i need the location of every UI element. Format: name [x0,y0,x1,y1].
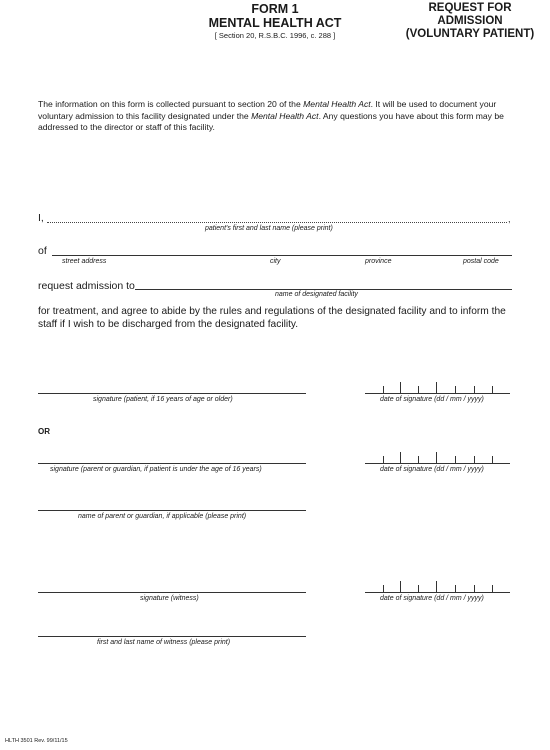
date-tick [492,386,493,393]
patient-date-caption: date of signature (dd / mm / yyyy) [380,396,484,403]
city-caption: city [270,258,281,265]
i-label: I, [38,212,44,224]
of-label: of [38,245,47,257]
patient-date-field[interactable] [365,393,510,394]
date-tick [400,581,401,592]
witness-name-caption: first and last name of witness (please print) [97,639,231,646]
guardian-signature-caption: signature (parent or guardian, if patient is under the age of 16 years) [50,466,262,473]
request-title-line2: (VOLUNTARY PATIENT) [405,28,535,40]
witness-signature-field[interactable] [38,592,306,593]
date-tick [418,386,419,393]
date-tick [383,585,384,592]
witness-date-field[interactable] [365,592,510,593]
date-tick [418,456,419,463]
intro-part3: . Any questions you have about this form may be addressed to the director or staff of this facility. [38,110,504,132]
date-tick [383,386,384,393]
request-title [395,2,545,41]
address-field[interactable] [52,255,512,256]
witness-date-caption: date of signature (dd / mm / yyyy) [380,595,484,602]
patient-signature-caption: signature (patient, if 16 years of age or older) [93,396,233,403]
form-code: HLTH 3501 Rev. 99/11/15 [5,738,68,744]
date-tick [400,382,401,393]
date-tick [474,386,475,393]
date-tick [455,386,456,393]
guardian-name-caption: name of parent or guardian, if applicable (please print) [78,513,247,520]
patient-name-field[interactable] [47,222,507,223]
date-tick [436,581,437,592]
act-italic-1: Mental Health Act [303,99,371,109]
intro-paragraph [38,99,513,134]
request-admission-label: request admission to [38,280,135,292]
or-label: OR [38,427,50,436]
section-reference: [ Section 20, R.S.B.C. 1996, c. 288 ] [214,31,336,40]
street-caption: street address [62,258,107,265]
date-tick [383,456,384,463]
date-tick [400,452,401,463]
facility-field[interactable] [135,289,512,290]
intro-part1: The information on this form is collected pursuant to section 20 of the [38,99,304,109]
intro-part2: . It will be used to document your voluntary admission to this facility designated under the [38,99,497,121]
form-title [200,2,350,30]
request-title-line1: REQUEST FOR ADMISSION [428,2,512,27]
date-tick [418,585,419,592]
guardian-date-field[interactable] [365,463,510,464]
form-number: FORM 1 [251,2,299,16]
date-tick [474,585,475,592]
province-caption: province [365,258,392,265]
witness-name-field[interactable] [38,636,306,637]
act-italic-2: Mental Health Act [251,110,319,121]
patient-name-caption: patient's first and last name (please print) [205,225,333,232]
witness-signature-caption: signature (witness) [140,595,199,602]
date-tick [455,456,456,463]
date-tick [455,585,456,592]
date-tick [492,456,493,463]
date-tick [436,452,437,463]
comma-mark: , [508,214,511,224]
postal-caption: postal code [463,258,499,265]
agreement-text: for treatment, and agree to abide by the rules and regulations of the designated facility and to inform the staff if I wish to be discharged from the designated facility. [38,306,506,330]
patient-signature-field[interactable] [38,393,306,394]
guardian-name-field[interactable] [38,510,306,511]
facility-caption: name of designated facility [275,291,358,298]
date-tick [492,585,493,592]
guardian-signature-field[interactable] [38,463,306,464]
date-tick [436,382,437,393]
act-name: MENTAL HEALTH ACT [208,16,342,30]
guardian-date-caption: date of signature (dd / mm / yyyy) [380,466,484,473]
date-tick [474,456,475,463]
